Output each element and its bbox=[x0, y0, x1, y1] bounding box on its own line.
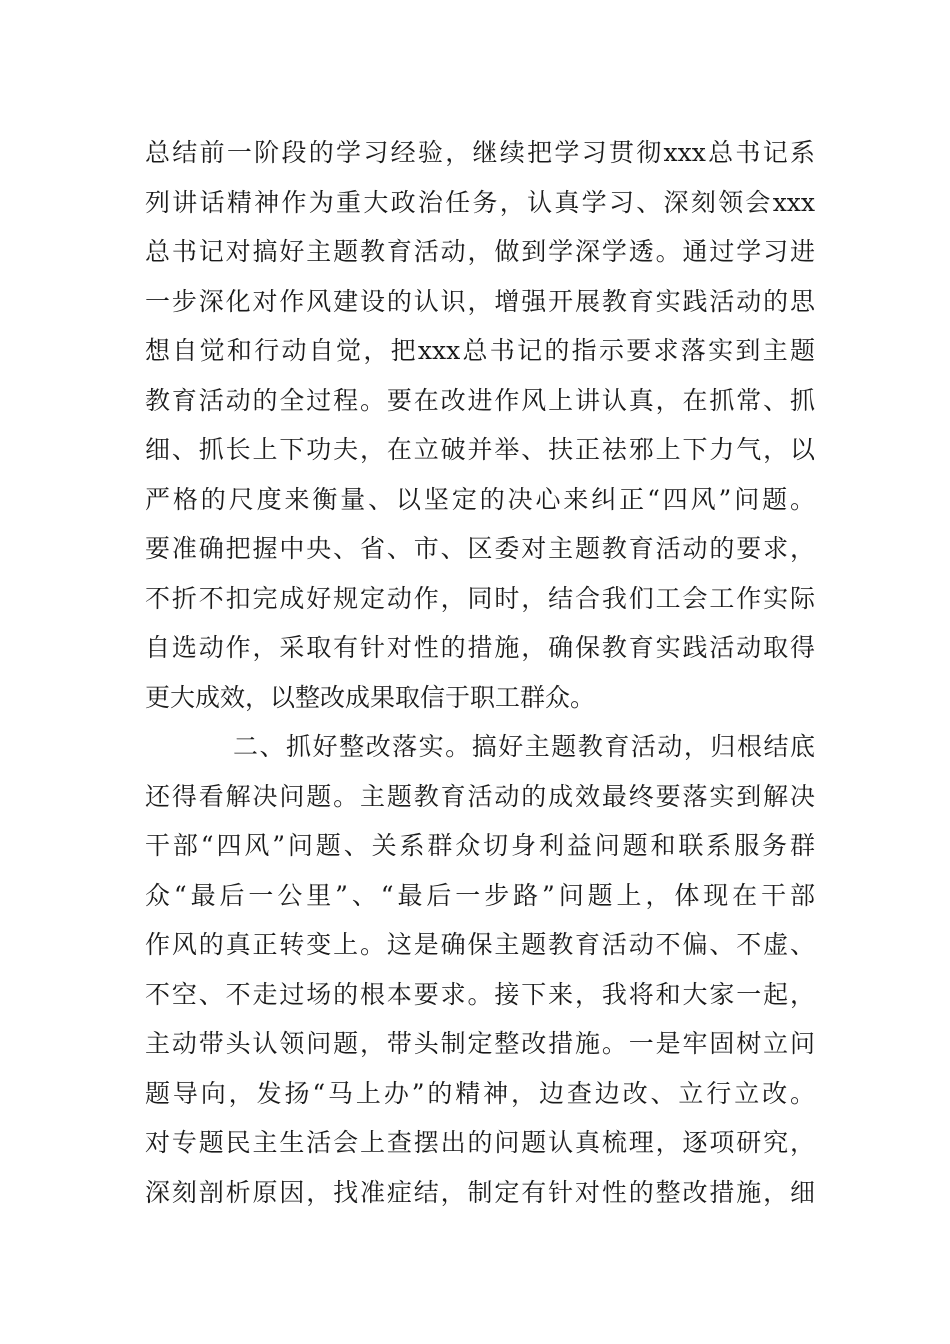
text-line: 主动带头认领问题，带头制定整改措施。一是牢固树立问 bbox=[145, 1029, 815, 1058]
text-line: 还得看解决问题。主题教育活动的成效最终要落实到解决 bbox=[145, 781, 815, 811]
text-line: 不空、不走过场的根本要求。接下来，我将和大家一起， bbox=[145, 979, 815, 1009]
text-line: 题导向，发扬“马上办”的精神，边查边改、立行立改。 bbox=[145, 1078, 815, 1108]
text-line: 总结前一阶段的学习经验，继续把学习贯彻xxx总书记系 bbox=[145, 138, 815, 167]
text-line: 众“最后一公里”、“最后一步路”问题上，体现在干部 bbox=[145, 880, 815, 910]
text-line: 列讲话精神作为重大政治任务，认真学习、深刻领会xxx bbox=[145, 187, 815, 217]
text-line: 想自觉和行动自觉，把xxx总书记的指示要求落实到主题 bbox=[145, 336, 815, 365]
text-line: 对专题民主生活会上查摆出的问题认真梳理，逐项研究， bbox=[145, 1128, 815, 1157]
paragraph-end-line: 更大成效，以整改成果取信于职工群众。 bbox=[145, 682, 596, 712]
text-line: 一步深化对作风建设的认识，增强开展教育实践活动的思 bbox=[145, 286, 815, 316]
text-line: 干部“四风”问题、关系群众切身利益问题和联系服务群 bbox=[145, 831, 815, 860]
text-line: 深刻剖析原因，找准症结，制定有针对性的整改措施，细 bbox=[145, 1177, 815, 1207]
text-line: 总书记对搞好主题教育活动，做到学深学透。通过学习进 bbox=[145, 237, 815, 266]
text-line: 不折不扣完成好规定动作，同时，结合我们工会工作实际 bbox=[145, 583, 815, 613]
section-heading-line: 二、抓好整改落实。搞好主题教育活动，归根结底 bbox=[233, 732, 815, 761]
text-line: 要准确把握中央、省、市、区委对主题教育活动的要求， bbox=[145, 534, 815, 563]
text-line: 严格的尺度来衡量、以坚定的决心来纠正“四风”问题。 bbox=[145, 484, 815, 514]
text-line: 自选动作，采取有针对性的措施，确保教育实践活动取得 bbox=[145, 633, 815, 662]
body-text bbox=[145, 128, 815, 1217]
text-line: 细、抓长上下功夫，在立破并举、扶正祛邪上下力气，以 bbox=[145, 435, 815, 464]
text-line: 教育活动的全过程。要在改进作风上讲认真，在抓常、抓 bbox=[145, 385, 815, 415]
text-line: 作风的真正转变上。这是确保主题教育活动不偏、不虚、 bbox=[145, 930, 815, 959]
